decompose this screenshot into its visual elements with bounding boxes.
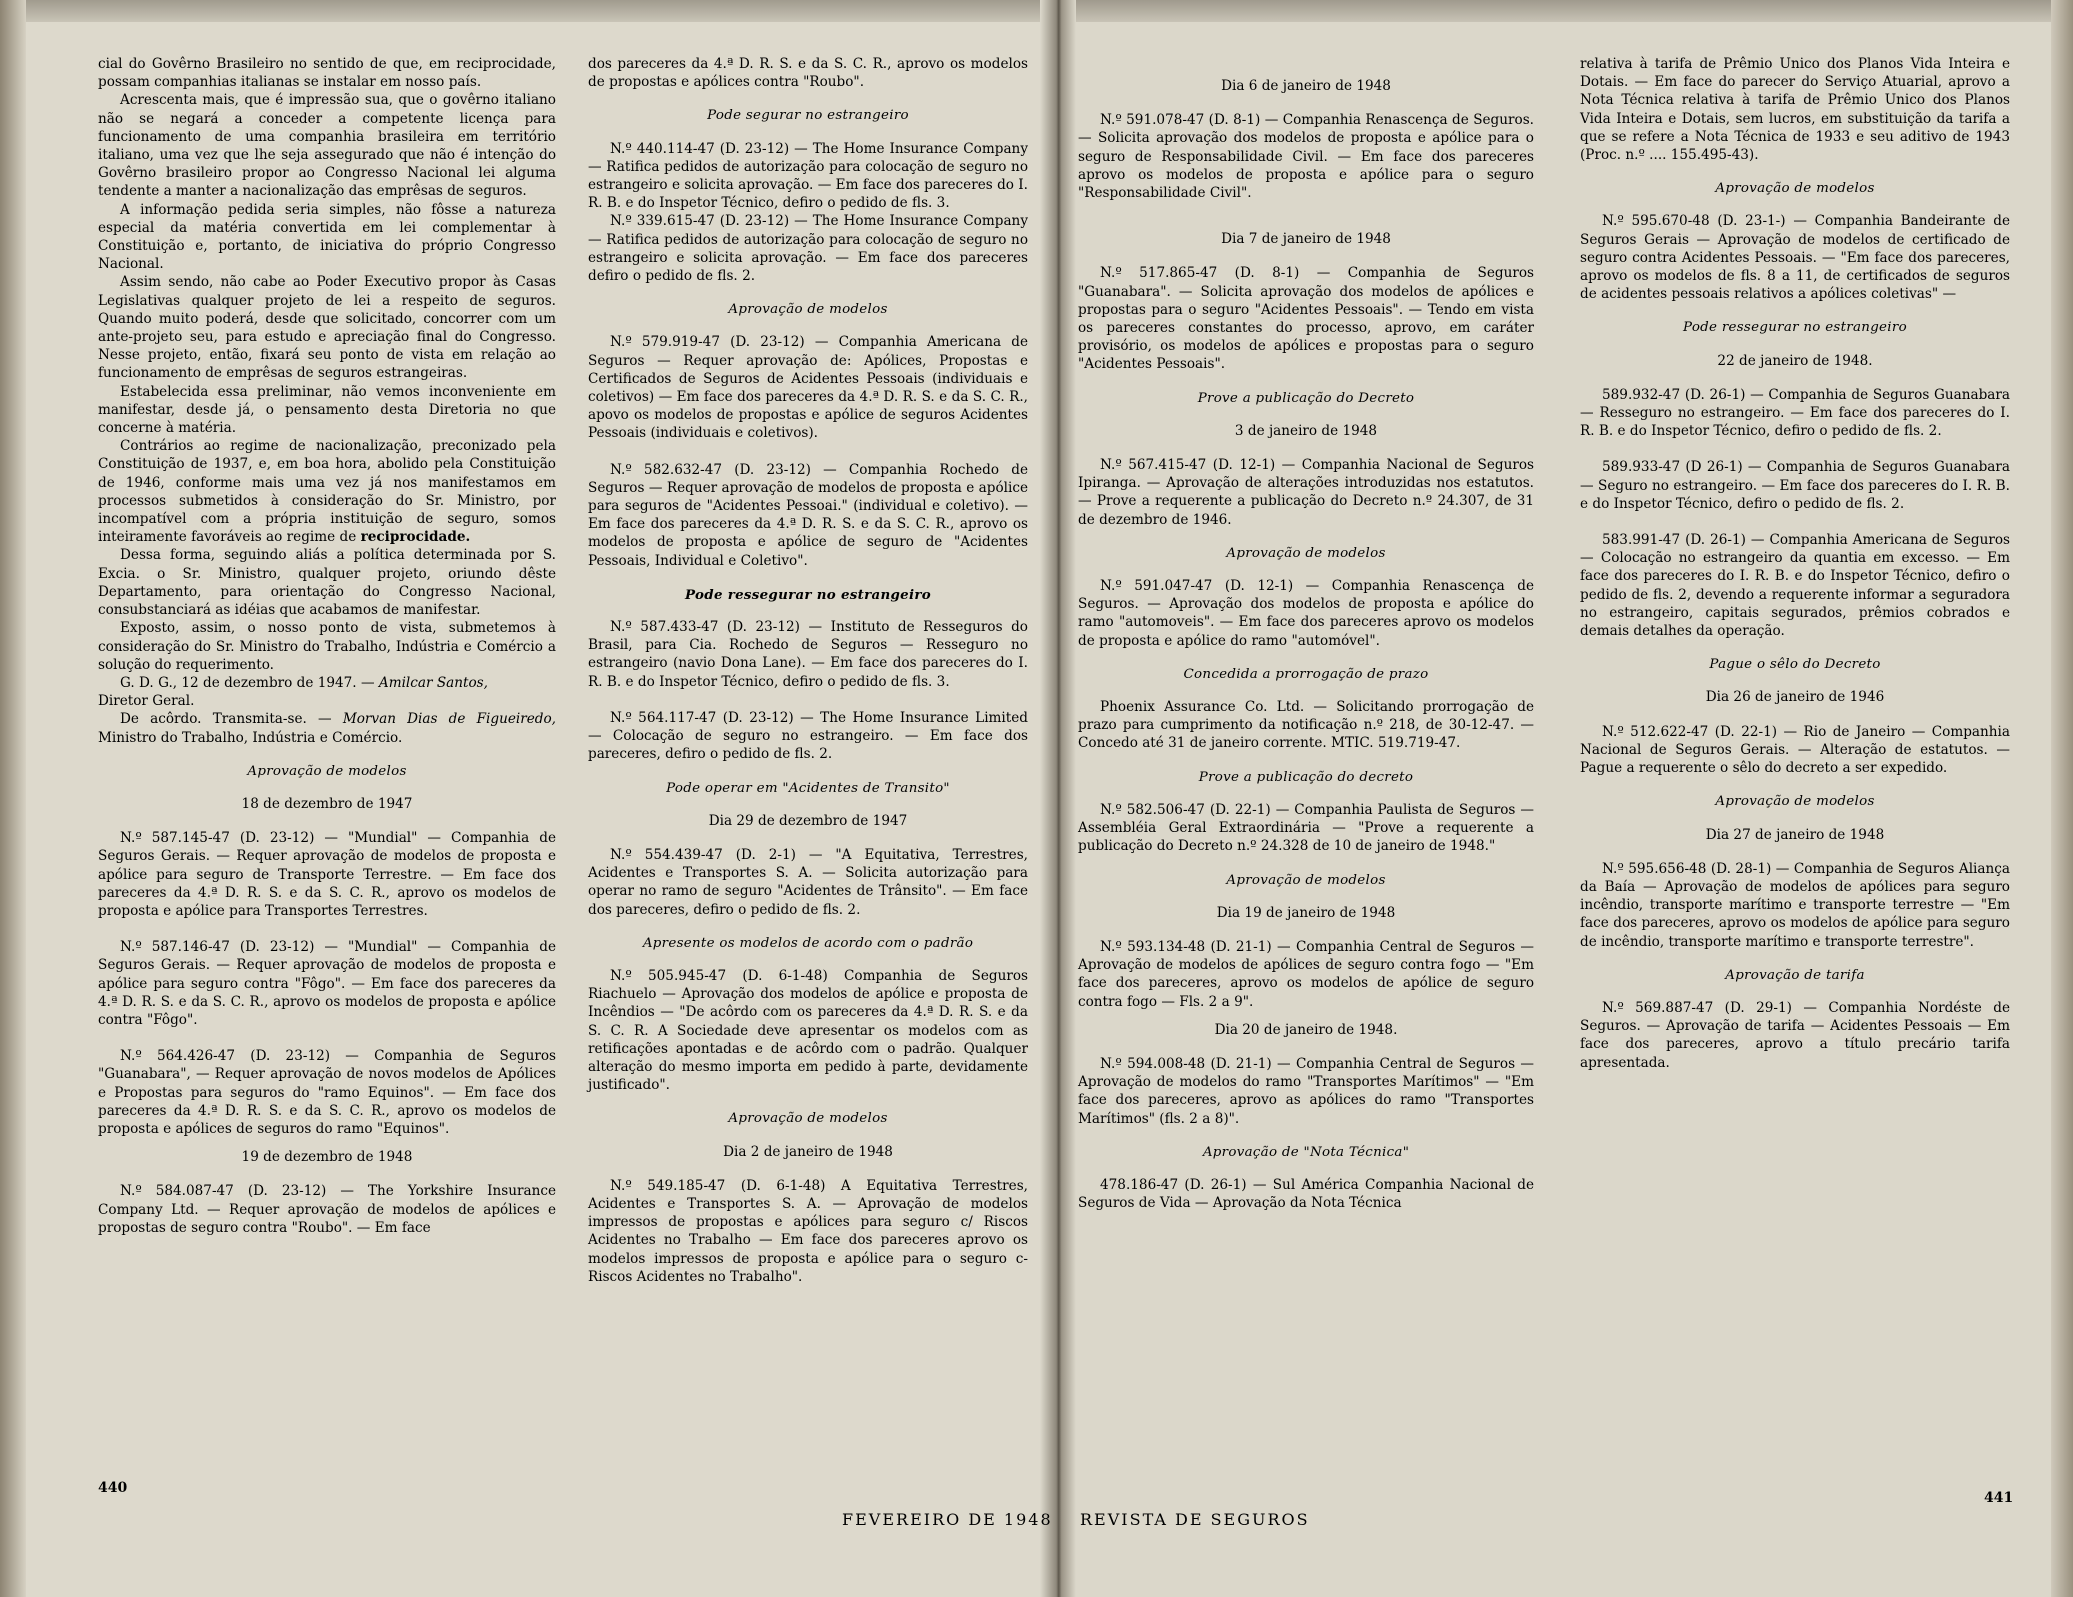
paragraph: [98, 437, 556, 546]
spacer: [1580, 513, 2010, 531]
section-heading: Aprovação de modelos: [1715, 181, 1875, 197]
date-heading: 3 de janeiro de 1948: [1234, 422, 1378, 439]
entry: N.º 564.426-47 (D. 23-12) — Companhia de Seguros "Guanabara", — Requer aprovação de novos modelos de Apólices e Propostas para seguros do "ramo Equinos". — Em face dos pareceres da 4.ª D. R. S. e da S. C. R., aprovo os modelos de proposta e apólices de seguros do ramo "Equinos".: [98, 1048, 556, 1137]
date-heading: Dia 2 de janeiro de 1948: [723, 1143, 893, 1160]
page-number-right: 441: [1984, 1490, 2014, 1506]
section-heading: Aprovação de "Nota Técnica": [1202, 1144, 1410, 1160]
date-heading: 22 de janeiro de 1948.: [1717, 352, 1873, 369]
book-gutter: [1040, 0, 1076, 1597]
paragraph: cial do Govêrno Brasileiro no sentido de que, em reciprocidade, possam companhias italianas se instalar em nosso país.: [98, 56, 556, 91]
entry: N.º 591.078-47 (D. 8-1) — Companhia Renascença de Seguros. — Solicita aprovação dos modelos de proposta e apólice para o seguro de Responsabilidade Civil. — Em face dos pareceres aprovo os modelos de proposta e apólice para o seguro "Responsabilidade Civil".: [1078, 112, 1534, 202]
paragraph: A informação pedida seria simples, não fôsse a natureza especial da matéria convertida em lei complementar à Constituição e, portanto, de iniciativa do próprio Congresso Nacional.: [98, 201, 556, 273]
section-heading: Pode ressegurar no estrangeiro: [1683, 320, 1907, 336]
paragraph-text: Contrários ao regime de nacionalização, preconizado pela Constituição de 1937, e, em boa hora, abolido pela Constituição de 1946, conforme mais uma vez já nos manifestamos em processos submetidos à consideração do Sr. Ministro, por incompatível com a própria instituição de seguro, somos inteiramente favoráveis ao regime de: [98, 438, 556, 546]
entry: N.º 517.865-47 (D. 8-1) — Companhia de Seguros "Guanabara". — Solicita aprovação dos modelos de apólices e propostas para o seguro "Acidentes Pessoais". — Tendo em vista os pareceres constantes do processo, aprovo, em caráter provisório, os modelos de apólices e propostas para o seguro "Acidentes Pessoais".: [1078, 265, 1534, 373]
signature-line: [98, 674, 556, 710]
section-heading: Aprovação de modelos: [728, 1111, 888, 1127]
entry-continued: dos pareceres da 4.ª D. R. S. e da S. C. R., aprovo os modelos de propostas e apólices contra "Roubo".: [588, 56, 1028, 91]
entry: 589.932-47 (D. 26-1) — Companhia de Seguros Guanabara — Resseguro no estrangeiro. — Em face dos pareceres do I. R. B. e do Inspetor Técnico, defiro o pedido de fls. 2.: [1580, 386, 2010, 440]
section-heading: Aprovação de modelos: [728, 302, 888, 318]
date-heading: Dia 27 de janeiro de 1948: [1705, 826, 1885, 843]
date-heading: Dia 19 de janeiro de 1948: [1216, 904, 1396, 921]
section-heading: Aprovação de modelos: [247, 763, 407, 779]
section-heading: Prove a publicação do Decreto: [1197, 390, 1415, 406]
entry: N.º 587.145-47 (D. 23-12) — "Mundial" — Companhia de Seguros Gerais. — Requer aprovação de modelos de proposta e apólice para seguro de Transporte Terrestre. — Em face dos pareceres da 4.ª D. R. S. e da S. C. R., aprovo os modelos de proposta e apólice para Transportes Terrestres.: [98, 830, 556, 919]
footer-journal-title: REVISTA DE SEGUROS: [1080, 1510, 1310, 1529]
left-column-1: [98, 55, 556, 1237]
entry: N.º 594.008-48 (D. 21-1) — Companhia Central de Seguros — Aprovação de modelos do ramo "Transportes Marítimos" — "Em face dos pareceres, aprovo as apólices do ramo "Transportes Marítimos" (fls. 2 a 8)".: [1078, 1055, 1534, 1127]
approval-line: [98, 710, 556, 746]
paragraph: Assim sendo, não cabe ao Poder Executivo propor às Casas Legislativas qualquer projeto de lei a respeito de seguros. Quando muito poderá, desde que solicitado, concorrer com um ante-projeto seu, para estudo e apreciação final do Congresso. Nesse projeto, então, fixará seu ponto de vista em relação ao funcionamento de emprêsas de seguros estrangeiras.: [98, 274, 556, 382]
emphasis-reciprocidade: reciprocidade.: [360, 529, 471, 546]
scan-right-edge: [2051, 0, 2073, 1597]
spacer: [588, 691, 1028, 709]
entry: N.º 591.047-47 (D. 12-1) — Companhia Renascença de Seguros. — Aprovação dos modelos de proposta e apólice do ramo "automoveis". — Em face dos pareceres aprovo os modelos de proposta e apólice do ramo "automóvel".: [1078, 578, 1534, 649]
entry: N.º 595.670-48 (D. 23-1-) — Companhia Bandeirante de Seguros Gerais — Aprovação de modelos de certificado de seguro contra Acidentes Pessoais. — "Em face dos pareceres, aprovo os modelos de fls. 8 a 11, de certificados de seguros de acidentes pessoais relativos a apólices coletivas" —: [1580, 213, 2010, 303]
section-heading: Concedida a prorrogação de prazo: [1183, 666, 1429, 682]
date-heading: Dia 26 de janeiro de 1946: [1705, 689, 1885, 706]
right-column-2: [1580, 55, 2010, 1072]
entry: 589.933-47 (D 26-1) — Companhia de Seguros Guanabara — Seguro no estrangeiro. — Em face dos pareceres do I. R. B. e do Inspetor Técnico, defiro o pedido de fls. 2.: [1580, 459, 2010, 512]
spacer: [1078, 202, 1534, 220]
paragraph: Dessa forma, seguindo aliás a política determinada por S. Excia. o Sr. Ministro, qualquer projeto, oriundo dêste Departamento, para orientação do Congresso Nacional, consubstanciará as idéias que acabamos de manifestar.: [98, 547, 556, 619]
spacer: [98, 920, 556, 938]
footer-date: FEVEREIRO DE 1948: [842, 1510, 1053, 1529]
date-heading: Dia 29 de dezembro de 1947: [708, 812, 908, 829]
entry: N.º 593.134-48 (D. 21-1) — Companhia Central de Seguros — Aprovação de modelos de apólices de seguro contra fogo — "Em face dos pareceres, aprovo os modelos de apólice de seguro contra fogo — Fls. 2 a 9".: [1078, 938, 1534, 1010]
paragraph: Exposto, assim, o nosso ponto de vista, submetemos à consideração do Sr. Ministro do Trabalho, Indústria e Comércio a solução do requerimento.: [98, 620, 556, 673]
entry: N.º 554.439-47 (D. 2-1) — "A Equitativa, Terrestres, Acidentes e Transportes S. A. — Solicita autorização para operar no ramo de seguro "Acidentes de Trânsito". — Em face dos pareceres, defiro o pedido de fls. 2.: [588, 846, 1028, 918]
entry: N.º 564.117-47 (D. 23-12) — The Home Insurance Limited — Colocação de seguro no estrangeiro. — Em face dos pareceres, defiro o pedido de fls. 2.: [588, 709, 1028, 763]
scan-top-edge: [0, 0, 2073, 22]
signatory-title: Diretor Geral.: [98, 693, 195, 710]
page-number-left: 440: [98, 1480, 128, 1496]
left-column-2: [588, 55, 1028, 1286]
section-heading: Aprovação de modelos: [1226, 545, 1386, 561]
entry: N.º 505.945-47 (D. 6-1-48) Companhia de Seguros Riachuelo — Aprovação dos modelos de apólice e proposta de Incêndios — "De acôrdo com os pareceres da 4.ª D. R. S. e da S. C. R. A Sociedade deve apresentar os modelos com as retificações apontadas e de acôrdo com o padrão. Qualquer alteração do mesmo importa em pedido à parte, devidamente justificado".: [588, 967, 1028, 1094]
entry: N.º 582.506-47 (D. 22-1) — Companhia Paulista de Seguros — Assembléia Geral Extraordinária — "Prove a requerente a publicação do Decreto n.º 24.328 de 10 de janeiro de 1948.": [1078, 801, 1534, 855]
section-heading: Prove a publicação do decreto: [1198, 769, 1414, 785]
date-heading: Dia 7 de janeiro de 1948: [1221, 231, 1391, 248]
section-heading: Apresente os modelos de acordo com o padrão: [642, 935, 974, 951]
section-heading: Aprovação de modelos: [1715, 794, 1875, 810]
entry: N.º 440.114-47 (D. 23-12) — The Home Insurance Company — Ratifica pedidos de autorização para colocação de seguro no estrangeiro e solicita aprovação. — Em face dos pareceres do I. R. B. e do Inspetor Técnico, defiro o pedido de fls. 3.: [588, 140, 1028, 212]
entry: N.º 584.087-47 (D. 23-12) — The Yorkshire Insurance Company Ltd. — Requer aprovação de modelos de apólices e propostas de seguro contra "Roubo". — Em face: [98, 1183, 556, 1236]
entry: N.º 512.622-47 (D. 22-1) — Rio de Janeiro — Companhia Nacional de Seguros Gerais. — Alteração de estatutos. — Pague a requerente o sêlo do decreto a ser expedido.: [1580, 723, 2010, 777]
spacer: [588, 443, 1028, 461]
minister-title: Ministro do Trabalho, Indústria e Comércio.: [98, 729, 403, 746]
minister-name: Morvan Dias de Figueiredo,: [342, 711, 556, 728]
scan-left-edge: [0, 0, 26, 1597]
entry: N.º 582.632-47 (D. 23-12) — Companhia Rochedo de Seguros — Requer aprovação de modelos de proposta e apólice para seguros de "Acidentes Pessoai." (individual e coletivo). — Em face dos pareceres da 4.ª D. R. S. e da S. C. R., aprovo os modelos de proposta e apólice de seguro de "Acidentes Pessoais, Individual e Coletivo".: [588, 461, 1028, 569]
section-heading: Pode ressegurar no estrangeiro: [685, 586, 931, 603]
date-heading: Dia 20 de janeiro de 1948.: [1214, 1021, 1398, 1038]
entry-continued: relativa à tarifa de Prêmio Unico dos Planos Vida Inteira e Dotais. — Em face do parecer do Serviço Atuarial, aprovo a Nota Técnica relativa à tarifa de Prêmio Unico dos Planos Vida Inteira e Dotais, sem lucros, em substituição da tarifa a que se refere a Nota Técnica de 1933 e seu aditivo de 1943 (Proc. n.º .... 155.495-43).: [1580, 56, 2010, 164]
entry: N.º 579.919-47 (D. 23-12) — Companhia Americana de Seguros — Requer aprovação de: Apólices, Propostas e Certificados de Seguros de Acidentes Pessoais (individuais e coletivos) — Em face dos pareceres da 4.ª D. R. S. e da S. C. R., apovo os modelos de propostas e apólice de seguros Acidentes Pessoais (individuais e coletivos).: [588, 334, 1028, 442]
entry: N.º 569.887-47 (D. 29-1) — Companhia Nordéste de Seguros. — Aprovação de tarifa — Acidentes Pessoais — Em face dos pareceres, aprovo a título precário tarifa apresentada.: [1580, 999, 2010, 1071]
right-column-1: [1078, 55, 1534, 1212]
sig-date: G. D. G., 12 de dezembro de 1947. —: [120, 674, 375, 691]
entry: N.º 549.185-47 (D. 6-1-48) A Equitativa Terrestres, Acidentes e Transportes S. A. — Aprovação de modelos impressos de propostas e apólices para seguro c/ Riscos Acidentes no Trabalho — Em face dos pareceres aprovo os modelos impressos de proposta e apólice para o seguro c-Riscos Acidentes no Trabalho".: [588, 1177, 1028, 1285]
entry: 478.186-47 (D. 26-1) — Sul América Companhia Nacional de Seguros de Vida — Aprovação da Nota Técnica: [1078, 1176, 1534, 1212]
approval-text: De acôrdo. Transmita-se. —: [120, 711, 332, 728]
section-heading: Pode segurar no estrangeiro: [707, 108, 909, 124]
entry: N.º 567.415-47 (D. 12-1) — Companhia Nacional de Seguros Ipiranga. — Aprovação de alterações introduzidas nos estatutos. — Prove a requerente a publicação do Decreto n.º 24.307, de 31 de dezembro de 1946.: [1078, 457, 1534, 528]
date-heading: Dia 6 de janeiro de 1948: [1221, 78, 1391, 94]
entry: N.º 587.146-47 (D. 23-12) — "Mundial" — Companhia de Seguros Gerais. — Requer aprovação de modelos de proposta e apólice para seguro contra "Fôgo". — Em face dos pareceres da 4.ª D. R. S. e da S. C. R., aprovo os modelos de proposta e apólice contra "Fôgo".: [98, 939, 556, 1028]
spacer: [98, 1029, 556, 1047]
entry: Phoenix Assurance Co. Ltd. — Solicitando prorrogação de prazo para cumprimento da notificação n.º 218, de 30-12-47. — Concedo até 31 de janeiro corrente. MTIC. 519.719-47.: [1078, 699, 1534, 752]
entry: 583.991-47 (D. 26-1) — Companhia Americana de Seguros — Colocação no estrangeiro da quantia em excesso. — Em face dos pareceres do I. R. B. e do Inspetor Técnico, defiro o pedido de fls. 2, devendo a requerente informar a seguradora no estrangeiro, capitais segurados, prêmios cobrados e demais detalhes da operação.: [1580, 532, 2010, 640]
signatory-name: Amilcar Santos,: [378, 674, 488, 691]
section-heading: Pague o sêlo do Decreto: [1709, 657, 1881, 673]
section-heading: Pode operar em "Acidentes de Transito": [666, 780, 950, 796]
spacer: [1580, 440, 2010, 458]
paragraph: Estabelecida essa preliminar, não vemos inconveniente em manifestar, desde já, o pensamento desta Diretoria no que concerne à matéria.: [98, 383, 556, 437]
paragraph: Acrescenta mais, que é impressão sua, que o govêrno italiano não se negará a conceder a competente licença para funcionamento de uma companhia brasileira em território italiano, uma vez que lhe seja assegurado que não é intenção do Govêrno brasileiro propor ao Congresso Nacional lei alguma tendente a manter a nacionalização das emprêsas de seguros.: [98, 92, 556, 200]
entry: N.º 339.615-47 (D. 23-12) — The Home Insurance Company — Ratifica pedidos de autorização para colocação de seguro no estrangeiro e solicita aprovação. — Em face dos pareceres defiro o pedido de fls. 2.: [588, 213, 1028, 285]
entry: N.º 595.656-48 (D. 28-1) — Companhia de Seguros Aliança da Baía — Aprovação de modelos de apólices para seguro incêndio, transporte marítimo e transporte terrestre — "Em face dos pareceres, aprovo os modelos de apólice para seguro de incêndio, transporte marítimo e transporte terrestre".: [1580, 860, 2010, 950]
section-heading: Aprovação de modelos: [1226, 872, 1386, 888]
date-heading: 19 de dezembro de 1948: [241, 1149, 413, 1166]
entry: N.º 587.433-47 (D. 23-12) — Instituto de Resseguros do Brasil, para Cia. Rochedo de Seguros — Resseguro no estrangeiro (navio Dona Lane). — Em face dos pareceres do I. R. B. e do Inspetor Técnico, defiro o pedido de fls. 3.: [588, 619, 1028, 690]
date-heading: 18 de dezembro de 1947: [241, 795, 413, 812]
section-heading: Aprovação de tarifa: [1725, 967, 1865, 983]
